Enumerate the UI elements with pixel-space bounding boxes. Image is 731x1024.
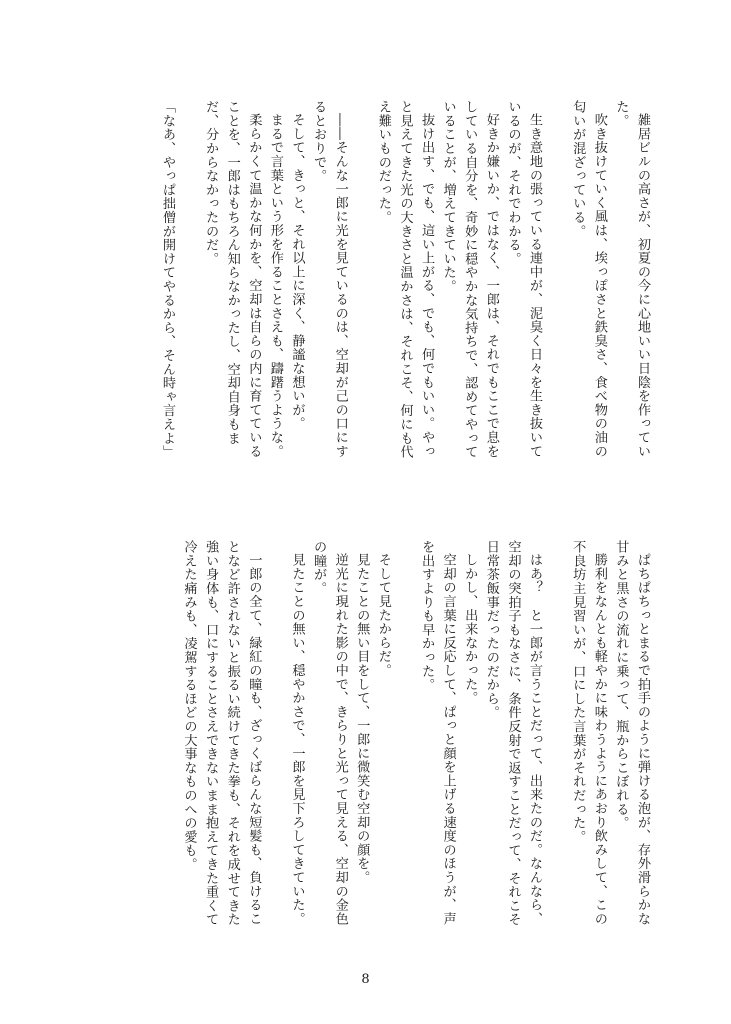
paragraph: 一郎の全て、緑紅の瞳も、ざっくばらんな短髪も、負けることなど許されないと振るい続けてきた拳も、それを成せてきた強い身体も、口にすることさえできないまま抱えてきた重くて冷えた痛みも、凌駕するほどの大事なものへの愛も。 — [181, 540, 262, 927]
paragraph: 勝利をなんとも軽やかに味わうようにあおり飲みして、この不良坊主見習いが、口にした言葉がそれだった。 — [570, 540, 607, 926]
paragraph: そして見たからだ。 — [375, 553, 391, 678]
paragraph: 抜け出す、でも、這い上がる、でも、何でもいい。やっと見えてきた光の大きさと温かさは、それこそ、何にも代え難いものだった。 — [375, 100, 435, 459]
paragraph: はあ？ と一郎が言うことだって、出来たのだ。なんなら、空却の突拍子もなさに、条件反射で返すことだって、それこそ日常茶飯事だったのだから。 — [483, 540, 543, 927]
paragraph: 好きか嫌いか、ではなく、一郎は、それでもここで息をしている自分を、奇妙に穏やかな気持ちで、認めてやっていることが、増えてきていた。 — [440, 100, 499, 459]
paragraph: 空却の言葉に反応して、ぱっと顔を上げる速度のほうが、声を出すよりも早かった。 — [419, 540, 456, 926]
blank-line — [351, 100, 373, 470]
paragraph: 吹き抜けていく風は、埃っぽさと鉄臭さ、食べ物の油の匂いが混ざっている。 — [570, 100, 607, 459]
paragraph: 生き意地の張っている連中が、泥臭く日々を生き抜いているのが、それでわかる。 — [505, 100, 543, 459]
paragraph: 雑居ビルの高さが、初夏の今に心地いい日陰を作っていた。 — [613, 100, 650, 459]
top-text-block — [133, 100, 653, 470]
bottom-text-block — [133, 540, 653, 930]
paragraph: そして、きっと、それ以上に深く、静謐な想いが。 — [289, 113, 305, 431]
paragraph: ――そんな一郎に光を見ているのは、空却が己の口にするとおりで。 — [311, 100, 348, 459]
dialogue-line: 「なあ、やっぱ拙僧が開けてやるから、そん時ゃ言えよ」 — [159, 100, 175, 459]
paragraph: まるで言葉という形を作ることさえも、躊躇うような。 — [267, 113, 283, 459]
blank-line — [264, 540, 286, 930]
page-number: 8 — [361, 972, 370, 987]
paragraph: 見たことの無い目をして、一郎に微笑む空却の顔を。 — [354, 553, 370, 885]
blank-line — [394, 540, 416, 930]
blank-line — [178, 100, 200, 470]
paragraph: 柔らかくて温かな何かを、空却は自らの内に育てていることを、一郎はもちろん知らなかったし、空却自身もまだ、分からなかったのだ。 — [203, 100, 262, 459]
paragraph: ぱちぱちっとまるで拍手のように弾ける泡が、存外滑らかな甘みと黒さの流れに乗って、瓶からこぼれる。 — [613, 540, 650, 926]
paragraph: しかし、出来なかった。 — [462, 553, 478, 705]
paragraph: 逆光に現れた影の中で、きらりと光って見える、空却の金色の瞳が。 — [311, 540, 348, 926]
blank-line — [545, 100, 567, 470]
blank-line — [545, 540, 567, 930]
paragraph: 見たことの無い、穏やかさで、一郎を見下ろしてきていた。 — [289, 553, 305, 926]
